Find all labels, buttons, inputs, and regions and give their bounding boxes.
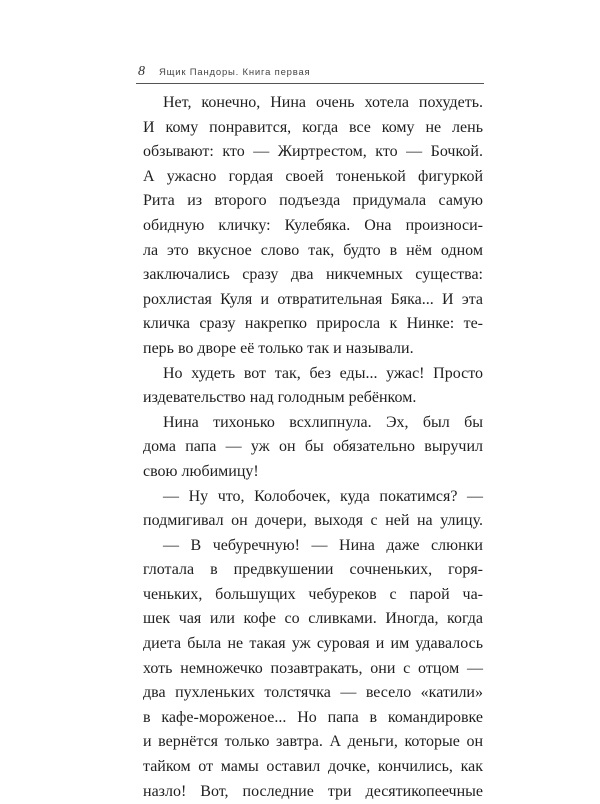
text-line: диета была не такая уж суровая и им удавалось [143, 635, 483, 653]
text-line: обзывают: кто — Жиртрестом, кто — Бочкой. [143, 143, 483, 161]
text-line: Нет, конечно, Нина очень хотела похудеть. [163, 94, 483, 111]
text-line: назло! Вот, последние три десятикопеечные [143, 782, 483, 800]
text-line: глотала в предвкушении сочненьких, горя- [143, 561, 483, 579]
text-line: кличка сразу накрепко приросла к Нинке: те- [143, 315, 483, 333]
running-header [138, 64, 478, 82]
text-line: ла это вкусное слово так, будто в нём одном [143, 241, 483, 259]
text-line: — Ну что, Колобочек, куда покатимся? — [163, 487, 483, 505]
text-line: издевательство над голодным ребёнком. [143, 389, 417, 407]
text-line: свою любимицу! [143, 462, 259, 480]
text-line: шек чая или кофе со сливками. Иногда, когда [143, 610, 483, 628]
body-text [143, 91, 483, 804]
text-line: перь во дворе её только так и называли. [143, 339, 414, 357]
text-line: А ужасно гордая своей тоненькой фигуркой [143, 167, 483, 185]
text-line: в кафе-мороженое... Но папа в командировке [143, 708, 483, 726]
text-line: хоть немножечко позавтракать, они с отцом — [143, 659, 483, 677]
text-line: Но худеть вот так, без еды... ужас! Просто [163, 364, 483, 382]
text-line: и вернётся только завтра. А деньги, которые он [143, 733, 483, 751]
text-line: обидную кличку: Кулебяка. Она произноси- [143, 216, 483, 234]
text-line: заключались сразу два никчемных существа: [143, 266, 483, 284]
text-line: ченьких, большущих чебуреков с парой ча- [143, 585, 483, 603]
text-line: И кому понравится, когда все кому не лень [143, 118, 483, 136]
text-line: подмигивал он дочери, выходя с ней на улицу. [143, 512, 483, 530]
text-line: — В чебуречную! — Нина даже слюнки [163, 536, 483, 554]
text-line: Нина тихонько всхлипнула. Эх, был бы [163, 413, 483, 431]
text-line: Рита из второго подъезда придумала самую [143, 192, 483, 210]
text-line: рохлистая Куля и отвратительная Бяка... И эта [143, 290, 483, 308]
page-number: 8 [138, 64, 145, 79]
running-title: Ящик Пандоры. Книга первая [159, 67, 311, 78]
text-line: два пухленьких толстячка — весело «катили» [143, 684, 483, 702]
text-line: дома папа — уж он бы обязательно выручил [143, 438, 483, 456]
header-rule [136, 83, 484, 84]
text-line: тайком от мамы оставил дочке, кончились, как [143, 758, 483, 776]
